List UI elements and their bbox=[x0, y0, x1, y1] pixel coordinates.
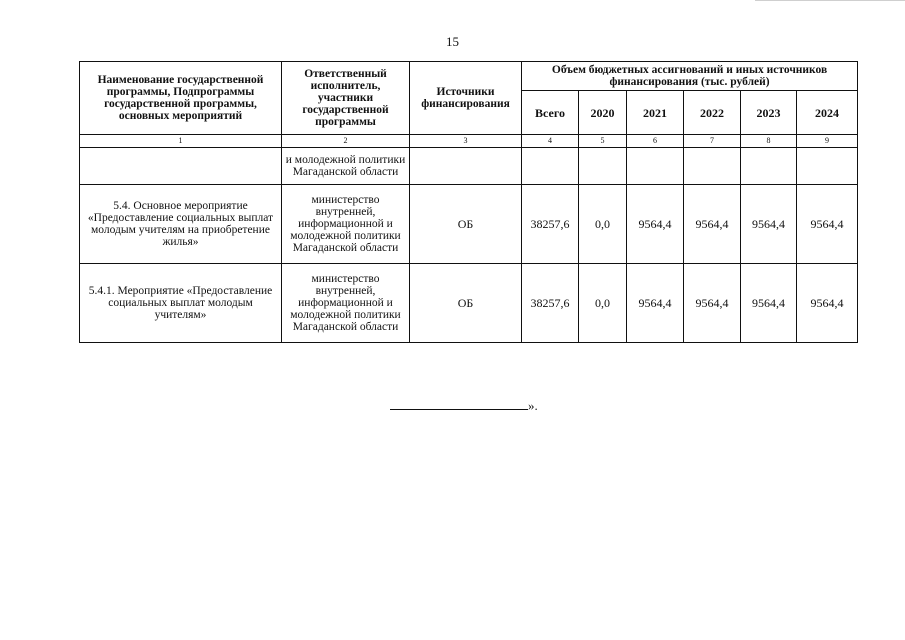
cell-name: 5.4.1. Мероприятие «Предоставление социальных выплат молодым учителям» bbox=[80, 264, 282, 343]
page-number: 15 bbox=[446, 34, 459, 49]
cell-executor: министерство внутренней, информационной и молодежной политики Магаданской области bbox=[282, 185, 410, 264]
column-number: 1 bbox=[80, 135, 282, 148]
header-sources: Источники финансирования bbox=[410, 62, 522, 135]
cell-2023: 9564,4 bbox=[741, 264, 797, 343]
cell-2020: 0,0 bbox=[579, 264, 627, 343]
cell-name bbox=[80, 148, 282, 185]
column-number: 6 bbox=[627, 135, 684, 148]
column-number: 8 bbox=[741, 135, 797, 148]
cell-2021 bbox=[627, 148, 684, 185]
table-row bbox=[80, 264, 858, 343]
header-volume-group: Объем бюджетных ассигнований и иных источников финансирования (тыс. рублей) bbox=[522, 62, 858, 91]
cell-2023 bbox=[741, 148, 797, 185]
header-2020: 2020 bbox=[579, 91, 627, 135]
header-2022: 2022 bbox=[684, 91, 741, 135]
scan-edge-line bbox=[755, 0, 905, 1]
cell-2024: 9564,4 bbox=[797, 185, 858, 264]
cell-2024 bbox=[797, 148, 858, 185]
cell-source: ОБ bbox=[410, 185, 522, 264]
cell-name: 5.4. Основное мероприятие «Предоставление социальных выплат молодым учителям на приобретение жилья» bbox=[80, 185, 282, 264]
signature-underline bbox=[390, 399, 528, 410]
column-number: 9 bbox=[797, 135, 858, 148]
cell-2022 bbox=[684, 148, 741, 185]
cell-total bbox=[522, 148, 579, 185]
column-number: 4 bbox=[522, 135, 579, 148]
header-executor: Ответственный исполнитель, участники государственной программы bbox=[282, 62, 410, 135]
column-number-row bbox=[80, 135, 858, 148]
closing-quote-mark: ». bbox=[528, 398, 538, 413]
cell-2022: 9564,4 bbox=[684, 264, 741, 343]
header-2023: 2023 bbox=[741, 91, 797, 135]
header-row-top bbox=[80, 62, 858, 91]
header-2021: 2021 bbox=[627, 91, 684, 135]
cell-2021: 9564,4 bbox=[627, 185, 684, 264]
cell-2020 bbox=[579, 148, 627, 185]
cell-2023: 9564,4 bbox=[741, 185, 797, 264]
closing-signature-line bbox=[390, 398, 538, 414]
header-total: Всего bbox=[522, 91, 579, 135]
column-number: 2 bbox=[282, 135, 410, 148]
cell-2024: 9564,4 bbox=[797, 264, 858, 343]
cell-executor: и молодежной политики Магаданской области bbox=[282, 148, 410, 185]
cell-source: ОБ bbox=[410, 264, 522, 343]
column-number: 5 bbox=[579, 135, 627, 148]
table-row bbox=[80, 148, 858, 185]
cell-2022: 9564,4 bbox=[684, 185, 741, 264]
cell-2020: 0,0 bbox=[579, 185, 627, 264]
table-row bbox=[80, 185, 858, 264]
cell-source bbox=[410, 148, 522, 185]
cell-total: 38257,6 bbox=[522, 264, 579, 343]
cell-total: 38257,6 bbox=[522, 185, 579, 264]
cell-2021: 9564,4 bbox=[627, 264, 684, 343]
header-2024: 2024 bbox=[797, 91, 858, 135]
column-number: 7 bbox=[684, 135, 741, 148]
cell-executor: министерство внутренней, информационной и молодежной политики Магаданской области bbox=[282, 264, 410, 343]
budget-table bbox=[79, 61, 858, 343]
header-name: Наименование государственной программы, Подпрограммы государственной программы, основных мероприятий bbox=[80, 62, 282, 135]
column-number: 3 bbox=[410, 135, 522, 148]
